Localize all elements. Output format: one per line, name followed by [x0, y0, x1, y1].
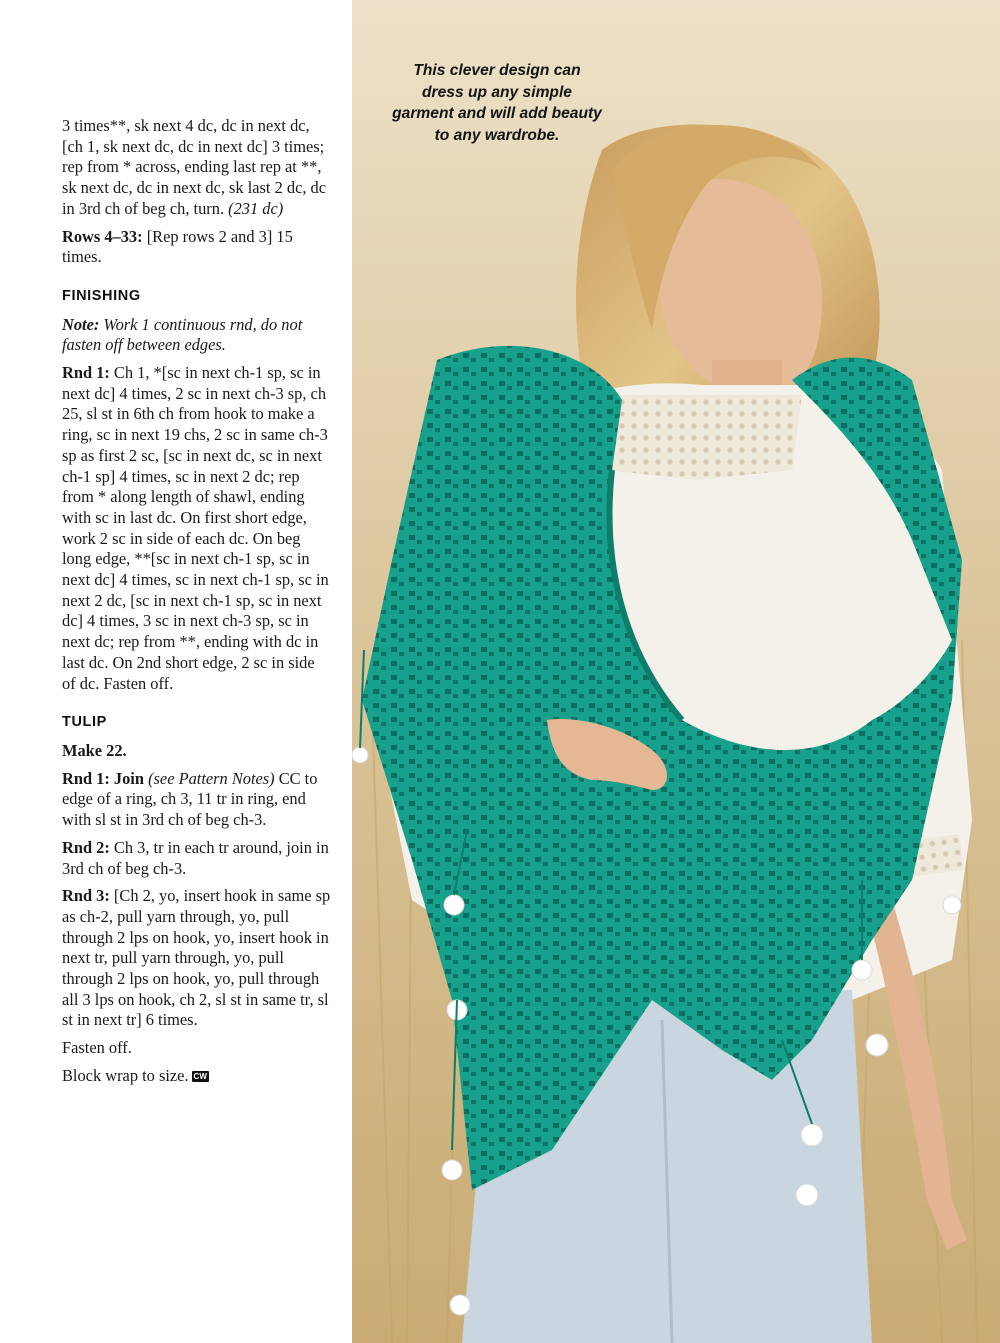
rows-4-33: Rows 4–33: [Rep rows 2 and 3] 15 times. — [62, 226, 293, 267]
finishing-note: Note: Work 1 continuous rnd, do not fasten off between edges. — [62, 314, 303, 355]
stitch-count: (231 dc) — [228, 198, 284, 218]
row3-continued: 3 times**, sk next 4 dc, dc in next dc, [ch 1, sk next dc, dc in next dc] 3 times; rep from * across, ending last rep at **, sk next dc, dc in next dc, sk last 2 dc, dc in 3rd ch of beg ch, turn. (231 dc) — [62, 116, 327, 218]
end-mark-icon: CW — [193, 1071, 207, 1081]
tulip-heading: TULIP — [62, 714, 107, 731]
tulip-make-count: Make 22. — [62, 740, 127, 760]
pattern-instructions — [62, 116, 332, 1094]
tulip-rnd-1: Rnd 1: Join (see Pattern Notes) CC to edge of a ring, ch 3, 11 tr in ring, end with sl st in 3rd ch of beg ch-3. — [62, 768, 318, 830]
model-photo — [352, 0, 1000, 1343]
block-instruction: Block wrap to size. CW — [62, 1065, 207, 1085]
finishing-rnd-1: Rnd 1: Ch 1, *[sc in next ch-1 sp, sc in next dc] 4 times, 2 sc in next ch-3 sp, ch 25, sl st in 6th ch from hook to make a ring, sc in next 19 chs, 2 sc in same ch-3 sp as first 2 sc, [sc in next dc, sc in next ch-1 sp] 4 times, sc in next 2 dc; rep from * along length of shawl, ending with sc in last dc. On first short edge, work 2 sc in side of each dc. On beg long edge, **[sc in next ch-1 sp, sc in next dc] 4 times, sc in next ch-1 sp, sc in next 2 dc, [sc in next ch-1 sp, sc in next dc] 4 times, 3 sc in next ch-3 sp, sc in next dc; rep from **, ending with dc in last dc. On 2nd short edge, 2 sc in side of dc. Fasten off. — [62, 363, 329, 693]
finishing-heading: FINISHING — [62, 287, 141, 304]
tulip-rnd-3: Rnd 3: [Ch 2, yo, insert hook in same sp as ch-2, pull yarn through, yo, pull through 2 lps on hook, yo, insert hook in next tr, pull yarn through, yo, pull through 2 lps on hook, yo, pull through all 3 lps on hook, ch 2, sl st in same tr, sl st in next tr] 6 times. — [62, 886, 331, 1030]
photo-caption: This clever design can dress up any simple garment and will add beauty to any wardrobe. — [392, 62, 602, 144]
photo-illustration — [352, 0, 1000, 1343]
blouse-lace-yoke — [607, 395, 802, 480]
tulip-rnd-2: Rnd 2: Ch 3, tr in each tr around, join in 3rd ch of beg ch-3. — [62, 837, 329, 878]
fasten-off: Fasten off. — [62, 1038, 132, 1058]
